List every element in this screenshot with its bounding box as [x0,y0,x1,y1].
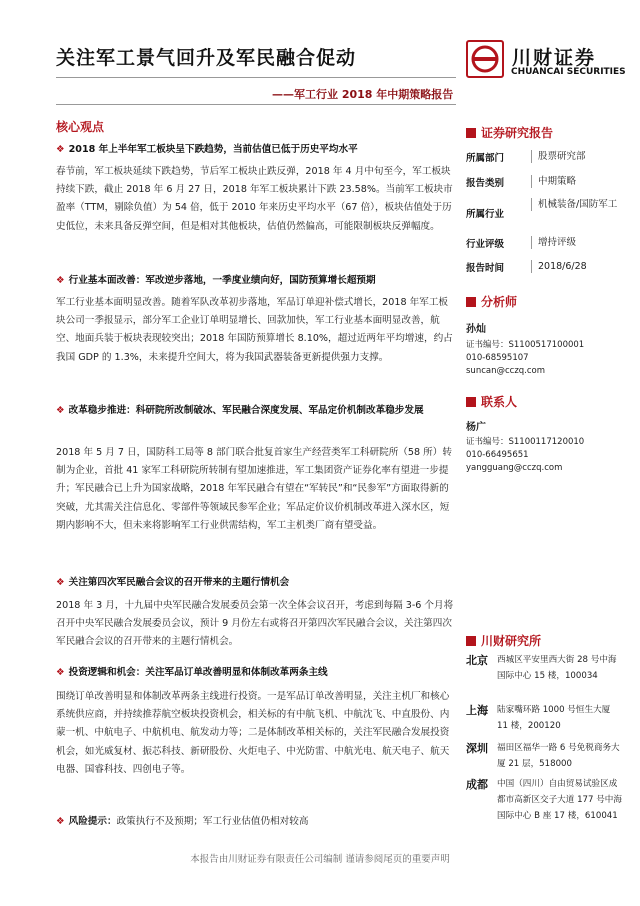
office-city-shenzhen: 深圳 [466,742,488,755]
section-5-heading: ❖ 投资逻辑和机会：关注军品订单改善明显和体制改革两条主线 [56,667,328,678]
industry-label: 所属行业 [466,209,505,220]
rating-value: 增持评级 [531,236,576,249]
date-label: 报告时间 [466,263,505,274]
category-value: 中期策略 [531,175,576,188]
office-city-beijing: 北京 [466,654,488,667]
analyst-cert: 证书编号：S1100517100001 [466,340,585,350]
date-value: 2018/6/28 [531,260,587,273]
category-label: 报告类别 [466,178,505,189]
institute-heading: 川财研究所 [466,632,541,649]
contact-heading: 联系人 [466,393,517,410]
footer-disclaimer: 本报告由川财证券有限责任公司编制 谨请参阅尾页的重要声明 [190,854,450,865]
section-1-heading: ❖ 2018 年上半年军工板块呈下跌趋势，当前估值已低于历史平均水平 [56,144,358,155]
core-views-title: 核心观点 [56,120,105,134]
section-4-heading: ❖ 关注第四次军民融合会议的召开带来的主题行情机会 [56,577,290,588]
contact-name: 杨广 [466,422,486,433]
contact-phone: 010-66495651 [466,450,529,460]
industry-value: 机械装备/国防军工 [531,198,623,211]
risk-warning: ❖ 风险提示：政策执行不及预期；军工行业估值仍相对较高 [56,816,309,827]
office-address-chengdu: 中国（四川）自由贸易试验区成都市高新区交子大道 177 号中海国际中心 B 座 17 楼，610041 [497,779,622,821]
diamond-bullet-icon: ❖ [56,144,65,155]
section-4-body: 2018 年 3 月，十九届中央军民融合发展委员会第一次全体会议召开，考虑到每隔 3-6 个月将召开中央军民融合发展委员会议，预计 9 月份左右或将召开第四次军民融合会议，关注第四次军民融合会议的召开带来的主题行情机会。 [56,600,454,648]
red-square-icon [466,636,476,646]
report-title: 关注军工景气回升及军民融合促动 [56,47,357,69]
diamond-bullet-icon: ❖ [56,275,65,286]
diamond-bullet-icon: ❖ [56,405,65,416]
dept-value: 股票研究部 [531,150,586,163]
subtitle-divider [56,104,456,105]
title-divider [56,77,456,78]
contact-cert: 证书编号：S1100117120010 [466,437,585,447]
report-subtitle: ——军工行业 2018 年中期策略报告 [272,88,454,101]
contact-email[interactable]: yangguang@cczq.com [466,463,563,473]
office-address-shanghai: 陆家嘴环路 1000 号恒生大厦 11 楼，200120 [497,705,611,731]
red-square-icon [466,297,476,307]
section-2-body: 军工行业基本面明显改善。随着军队改革初步落地，军品订单迎补偿式增长，2018 年军工板块公司一季报显示，部分军工企业订单明显增长、回款加快，军工行业基本面明显改善，航空、地面兵装于板块表现较突出；2018 年国防预算增长 8.10%，超过近两年平均增速，约占我国 GDP 的 1.3%，未来提升空间大，将为我国武器装备更新提供强力支撑。 [56,297,453,363]
rating-label: 行业评级 [466,239,505,250]
report-info-heading: 证券研究报告 [466,124,553,141]
diamond-bullet-icon: ❖ [56,667,65,678]
chuancai-logo-icon [466,40,504,78]
dept-label: 所属部门 [466,153,505,164]
diamond-bullet-icon: ❖ [56,577,65,588]
section-2-heading: ❖ 行业基本面改善：军改逆步落地，一季度业绩向好，国防预算增长超预期 [56,275,376,286]
section-3-heading: ❖ 改革稳步推进：科研院所改制破冰、军民融合深度发展、军品定价机制改革稳步发展 [56,405,424,416]
red-square-icon [466,128,476,138]
logo-english-name: CHUANCAI SECURITIES [511,67,626,77]
section-5-body: 围绕订单改善明显和体制改革两条主线进行投资。一是军品订单改善明显，关注主机厂和核心系统供应商，并持续推荐航空板块投资机会，相关标的有中航飞机、中航沈飞、中直股份、内蒙一机、中航电子、中航机电、航发动力等；二是体制改革相关标的，关注军民融合发展投资机会，如光威复材、振芯科技、新研股份、火炬电子、中光防雷、中航光电、航天电子、航天电器、国睿科技、四创电子等。 [56,691,450,775]
logo-chinese-name: 川财证券 [512,47,597,69]
office-city-chengdu: 成都 [466,778,488,791]
office-address-beijing: 西城区平安里西大街 28 号中海国际中心 15 楼，100034 [497,655,617,681]
analyst-heading: 分析师 [466,293,517,310]
analyst-email[interactable]: suncan@cczq.com [466,366,546,376]
section-1-body: 春节前，军工板块延续下跌趋势，节后军工板块止跌反弹，2018 年 4 月中旬至今，军工板块持续下跌，截止 2018 年 6 月 27 日，2018 年军工板块累计下跌 23.58%。当前军工板块市盈率（TTM，剔除负值）为 54 倍，低于 2010 年来历史平均水平（67 倍），板块估值处于历史低位，未来具备反弹空间，但是相对其他板块，估值仍然偏高，可能限制板块反弹幅度。 [56,166,453,232]
office-city-shanghai: 上海 [466,704,488,717]
office-address-shenzhen: 福田区福华一路 6 号免税商务大厦 21 层，518000 [497,743,620,769]
red-square-icon [466,397,476,407]
diamond-bullet-icon: ❖ [56,816,65,827]
analyst-phone: 010-68595107 [466,353,529,363]
analyst-name: 孙灿 [466,324,486,335]
section-3-body: 2018 年 5 月 7 日，国防科工局等 8 部门联合批复首家生产经营类军工科研院所（58 所）转制为企业，首批 41 家军工科研院所转制有望加速推进，军工集团资产证券化率有望进一步提升；军民融合已上升为国家战略，2018 年军民融合有望在“军转民”和“民参军”方面取得新的突破，尤其需关注信息化、零部件等领域民参军企业；军品定价议价机制改革进入深水区，短期内影响不大，但未来将影响军工行业供需结构，军工主机类厂商有望受益。 [56,447,452,531]
